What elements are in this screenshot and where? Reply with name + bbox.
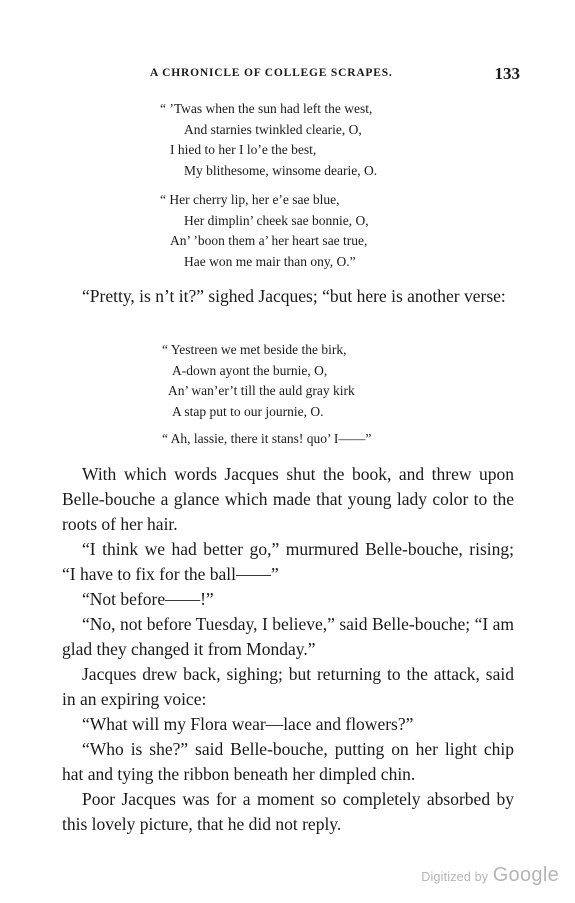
watermark-brand: Google: [492, 864, 559, 886]
verse-line: “ ’Twas when the sun had left the west,: [160, 101, 373, 116]
paragraph: “What will my Flora wear—lace and flowers?”: [82, 714, 414, 734]
paragraph: Jacques drew back, sighing; but returning to the attack, said in an expiring voice:: [62, 664, 514, 709]
digitized-by-watermark: [421, 864, 559, 887]
verse-line: Hae won me mair than ony, O.”: [184, 253, 356, 269]
verse-line: A stap put to our journie, O.: [172, 403, 324, 419]
verse-line: “ Ah, lassie, there it stans! quo’ I——”: [162, 431, 372, 446]
verse-line: And starnies twinkled clearie, O,: [184, 121, 362, 137]
verse-line: Her dimplin’ cheek sae bonnie, O,: [184, 212, 369, 228]
paragraph: “Who is she?” said Belle-bouche, putting on her light chip hat and tying the ribbon beneath her dimpled chin.: [62, 739, 514, 784]
verse-line: I hied to her I lo’e the best,: [170, 142, 317, 157]
verse-line: “ Yestreen we met beside the birk,: [162, 342, 347, 357]
watermark-prefix: Digitized by: [421, 870, 489, 884]
prose-block: [62, 462, 514, 837]
prose-block: [62, 284, 514, 309]
running-head: [150, 64, 520, 86]
paragraph: “Not before——!”: [82, 589, 214, 609]
verse-stanza: [160, 99, 377, 181]
verse-line: My blithesome, winsome dearie, O.: [184, 162, 378, 178]
verse-line: “ Her cherry lip, her e’e sae blue,: [160, 192, 340, 207]
verse-stanza: [162, 340, 355, 422]
verse-stanza: [160, 190, 369, 272]
paragraph: Poor Jacques was for a moment so completely absorbed by this lovely picture, that he did not reply.: [62, 789, 514, 834]
paragraph: “I think we had better go,” murmured Belle-bouche, rising; “I have to fix for the ball——”: [62, 539, 514, 584]
verse-line: A-down ayont the burnie, O,: [172, 362, 328, 378]
running-title: A CHRONICLE OF COLLEGE SCRAPES.: [150, 67, 393, 79]
paragraph: With which words Jacques shut the book, and threw upon Belle-bouche a glance which made that young lady color to the roots of her hair.: [62, 464, 514, 534]
verse-line: An’ wan’er’t till the auld gray kirk: [168, 383, 355, 398]
page-number: 133: [494, 64, 520, 83]
paragraph: “Pretty, is n’t it?” sighed Jacques; “but here is another verse:: [82, 286, 506, 306]
verse-closing: [162, 429, 371, 450]
paragraph: “No, not before Tuesday, I believe,” said Belle-bouche; “I am glad they changed it from Monday.”: [62, 614, 514, 659]
verse-line: An’ ’boon them a’ her heart sae true,: [170, 233, 368, 248]
